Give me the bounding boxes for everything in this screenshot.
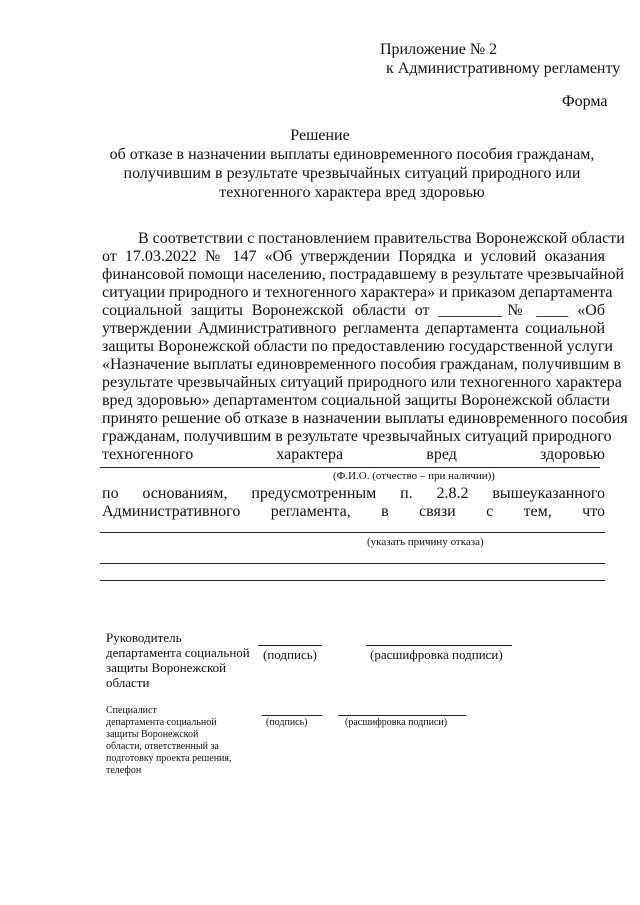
title-line-1: об отказе в назначении выплаты единовременного пособия гражданам,	[109, 146, 595, 163]
head-title: департамента социальной	[106, 645, 250, 660]
body-line: утверждении Административного регламента департамента социальной	[102, 320, 605, 337]
reason-fill-line[interactable]	[100, 532, 605, 533]
document-title: Решение	[290, 127, 350, 144]
head-decode-line[interactable]	[366, 645, 512, 646]
appendix-number: Приложение № 2	[380, 41, 498, 58]
specialist-decode-caption: (расшифровка подписи)	[345, 717, 448, 728]
body-line: В соответствии с постановлением правительства Воронежской области	[138, 230, 625, 247]
head-signature-caption: (подпись)	[263, 647, 317, 662]
reason-fill-line[interactable]	[100, 580, 605, 581]
body-line: техногенного характера вред здоровью	[102, 446, 605, 463]
body-line: социальной защиты Воронежской области от ________№ ____ «Об	[102, 302, 605, 319]
body-line: вред здоровью» департаментом социальной защиты Воронежской области	[102, 392, 611, 409]
head-title: защиты Воронежской	[106, 660, 227, 675]
head-decode-caption: (расшифровка подписи)	[370, 647, 503, 662]
title-line-2: получившим в результате чрезвычайных ситуаций природного или	[123, 165, 581, 182]
body-line: «Назначение выплаты единовременного пособия гражданам, получившим в	[102, 356, 621, 373]
form-label: Форма	[562, 93, 608, 110]
fio-caption: (Ф.И.О. (отчество – при наличии))	[333, 470, 495, 482]
body-line: ситуации природного и техногенного характера» и приказом департамента	[102, 284, 613, 301]
head-signature-line[interactable]	[258, 645, 322, 646]
specialist-title: подготовку проекта решения,	[106, 753, 232, 764]
head-title: области	[106, 675, 150, 690]
fio-fill-line[interactable]	[100, 467, 600, 468]
body-line: гражданам, получившим в результате чрезвычайных ситуаций природного	[102, 428, 612, 445]
grounds-line-2: Административного регламента, в связи с тем, что	[102, 503, 605, 520]
specialist-title: области, ответственный за	[106, 741, 219, 752]
title-line-3: техногенного характера вред здоровью	[219, 184, 485, 201]
specialist-signature-caption: (подпись)	[266, 717, 308, 728]
reason-caption: (указать причину отказа)	[367, 536, 484, 548]
reason-fill-line[interactable]	[100, 563, 605, 564]
body-line: принято решение об отказе в назначении выплаты единовременного пособия	[102, 410, 628, 427]
body-line: результате чрезвычайных ситуаций природного или техногенного характера	[102, 374, 622, 391]
head-title: Руководитель	[106, 630, 182, 645]
specialist-title: Специалист	[106, 705, 157, 716]
specialist-decode-line[interactable]	[338, 715, 466, 716]
specialist-title: департамента социальной	[106, 717, 217, 728]
specialist-signature-line[interactable]	[262, 715, 322, 716]
specialist-title: защиты Воронежской	[106, 729, 199, 740]
specialist-title: телефон	[106, 765, 142, 776]
body-line: финансовой помощи населению, пострадавшему в результате чрезвычайной	[102, 266, 625, 283]
body-line: защиты Воронежской области по предоставлению государственной услуги	[102, 338, 613, 355]
appendix-reference: к Административному регламенту	[386, 60, 621, 77]
body-line: от 17.03.2022 № 147 «Об утверждении Порядка и условий оказания	[102, 248, 605, 265]
grounds-line-1: по основаниям, предусмотренным п. 2.8.2 вышеуказанного	[102, 485, 605, 502]
